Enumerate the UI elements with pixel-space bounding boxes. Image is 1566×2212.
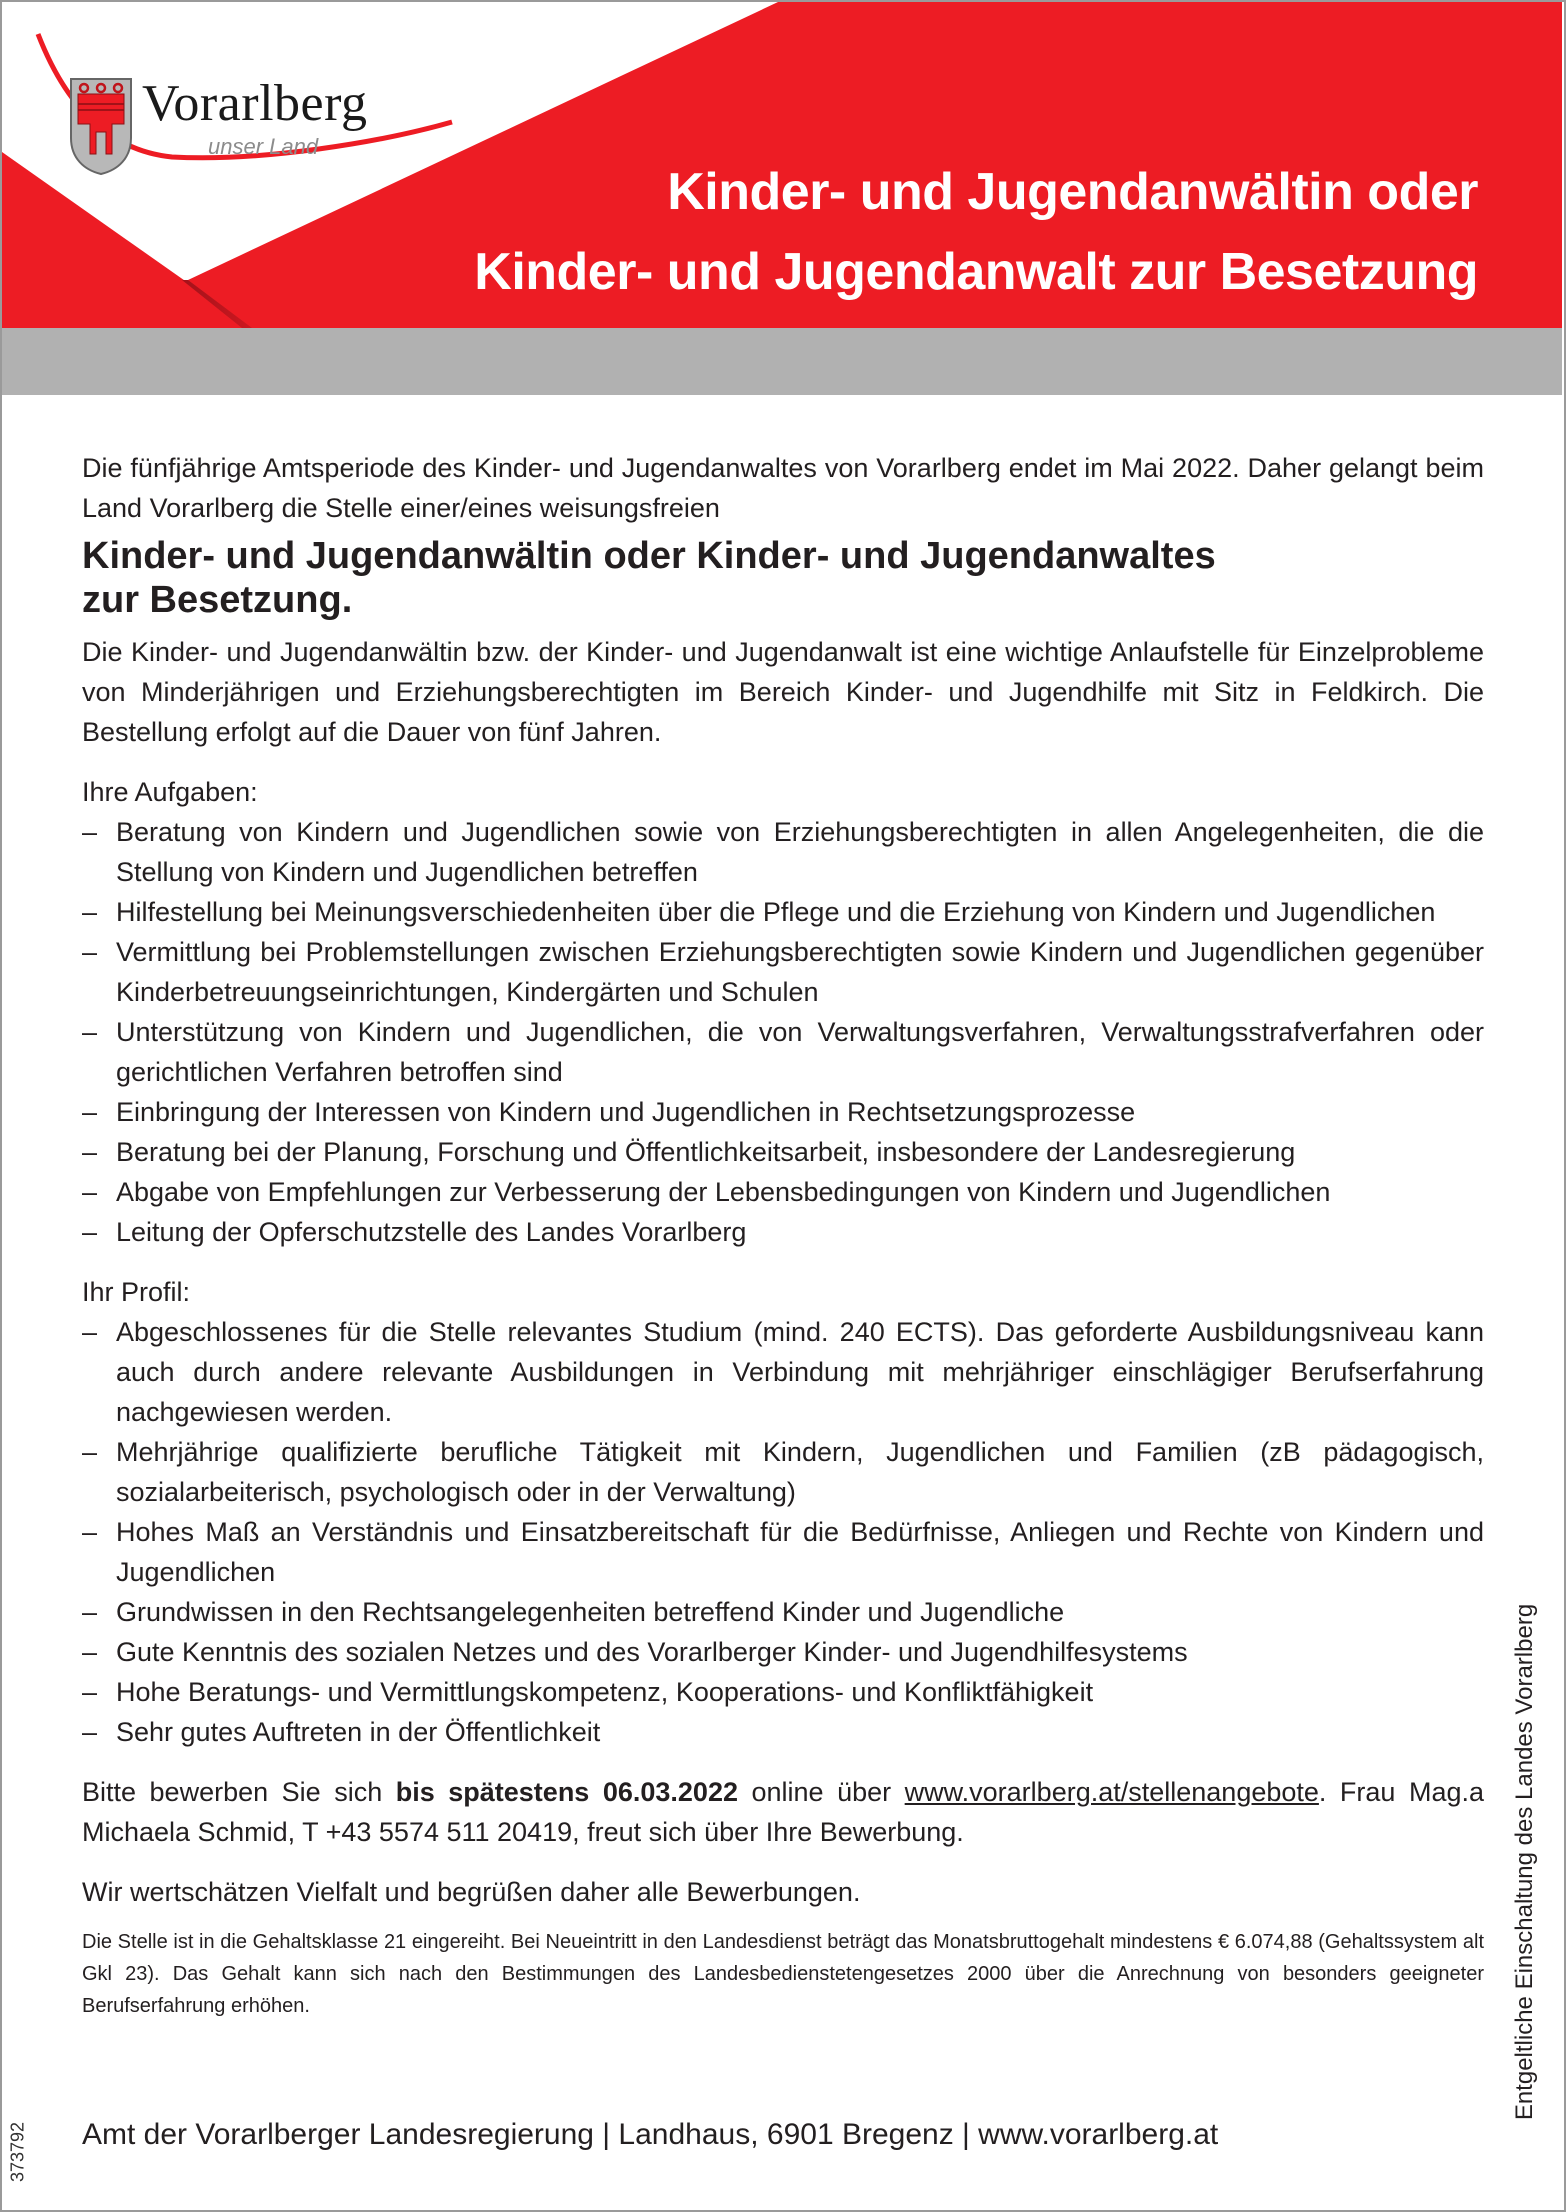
footer-address: Amt der Vorarlberger Landesregierung | Landhaus, 6901 Bregenz | www.vorarlberg.at bbox=[82, 2118, 1219, 2151]
list-item: – Beratung bei der Planung, Forschung und Öffentlichkeitsarbeit, insbesondere der Landesregierung bbox=[82, 1132, 1484, 1172]
header-banner bbox=[2, 2, 1562, 328]
apply-middle: online über bbox=[737, 1777, 905, 1807]
list-item: – Vermittlung bei Problemstellungen zwischen Erziehungsberechtigten sowie Kindern und Jugendlichen gegenüber Kinderbetreuungseinrichtungen, Kindergärten und Schulen bbox=[82, 932, 1484, 1012]
apply-prefix: Bitte bewerben Sie sich bbox=[82, 1777, 396, 1807]
list-item: – Unterstützung von Kindern und Jugendlichen, die von Verwaltungsverfahren, Verwaltungsstrafverfahren oder gerichtlichen Verfahren betroffen sind bbox=[82, 1012, 1484, 1092]
list-item: – Hilfestellung bei Meinungsverschiedenheiten über die Pflege und die Erziehung von Kindern und Jugendlichen bbox=[82, 892, 1484, 932]
list-item: – Leitung der Opferschutzstelle des Landes Vorarlberg bbox=[82, 1212, 1484, 1252]
profile-list bbox=[82, 1312, 1484, 1752]
list-item: – Hohes Maß an Verständnis und Einsatzbereitschaft für die Bedürfnisse, Anliegen und Rechte von Kindern und Jugendlichen bbox=[82, 1512, 1484, 1592]
list-item: – Sehr gutes Auftreten in der Öffentlichkeit bbox=[82, 1712, 1484, 1752]
logo-tagline: unser Land bbox=[208, 134, 319, 159]
headline-line-2: zur Besetzung. bbox=[82, 579, 353, 621]
list-item: – Einbringung der Interessen von Kindern und Jugendlichen in Rechtsetzungsprozesse bbox=[82, 1092, 1484, 1132]
list-item: – Beratung von Kindern und Jugendlichen sowie von Erziehungsberechtigten in allen Angelegenheiten, die die Stellung von Kindern und Jugendlichen betreffen bbox=[82, 812, 1484, 892]
application-paragraph bbox=[82, 1772, 1484, 1852]
paid-ad-notice: Entgeltliche Einschaltung des Landes Vorarlberg bbox=[1511, 1603, 1538, 2121]
ad-title bbox=[474, 152, 1478, 312]
list-item: – Grundwissen in den Rechtsangelegenheiten betreffend Kinder und Jugendliche bbox=[82, 1592, 1484, 1632]
ad-body bbox=[82, 448, 1484, 2022]
diversity-statement: Wir wertschätzen Vielfalt und begrüßen daher alle Bewerbungen. bbox=[82, 1877, 861, 1907]
job-offers-link[interactable]: www.vorarlberg.at/stellenangebote bbox=[904, 1777, 1319, 1807]
apply-contact: . Frau Mag.a Michaela Schmid, T +43 5574 511 20419, freut sich über Ihre Bewerbung. bbox=[82, 1777, 1485, 1847]
profile-heading: Ihr Profil: bbox=[82, 1277, 191, 1307]
list-item: – Abgabe von Empfehlungen zur Verbesserung der Lebensbedingungen von Kindern und Jugendlichen bbox=[82, 1172, 1484, 1212]
application-deadline: bis spätestens 06.03.2022 bbox=[395, 1777, 738, 1807]
intro-paragraph: Die fünfjährige Amtsperiode des Kinder- und Jugendanwaltes von Vorarlberg endet im Mai 2022. Daher gelangt beim Land Vorarlberg die Stelle einer/eines weisungsfreien bbox=[82, 453, 1484, 523]
ad-code: 373792 bbox=[7, 2121, 28, 2183]
salary-note: Die Stelle ist in die Gehaltsklasse 21 eingereiht. Bei Neueintritt in den Landesdienst beträgt das Monatsbruttogehalt mindestens € 6.074,88 (Gehaltssystem alt Gkl 23). Das Gehalt kann sich nach den Bestimmungen des Landesbedienstetengesetzes 2000 über die Anrechnung von besonders geeigneter Berufserfahrung erhöhen. bbox=[82, 1931, 1484, 2017]
coat-of-arms-icon bbox=[68, 76, 134, 176]
logo-wordmark: Vorarlberg bbox=[142, 75, 368, 132]
position-headline bbox=[82, 534, 1484, 622]
title-line-1: Kinder- und Jugendanwältin oder bbox=[667, 163, 1478, 221]
list-item: – Abgeschlossenes für die Stelle relevantes Studium (mind. 240 ECTS). Das geforderte Ausbildungsniveau kann auch durch andere relevante Ausbildungen in Verbindung mit mehrjähriger einschlägiger Berufserfahrung nachgewiesen werden. bbox=[82, 1312, 1484, 1432]
tasks-heading: Ihre Aufgaben: bbox=[82, 777, 258, 807]
list-item: – Mehrjährige qualifizierte berufliche Tätigkeit mit Kindern, Jugendlichen und Familien (zB pädagogisch, sozialarbeiterisch, psychologisch oder in der Verwaltung) bbox=[82, 1432, 1484, 1512]
description-paragraph: Die Kinder- und Jugendanwältin bzw. der Kinder- und Jugendanwalt ist eine wichtige Anlaufstelle für Einzelprobleme von Minderjährigen und Erziehungsberechtigten im Bereich Kinder- und Jugendhilfe mit Sitz in Feldkirch. Die Bestellung erfolgt auf die Dauer von fünf Jahren. bbox=[82, 637, 1484, 747]
title-line-2: Kinder- und Jugendanwalt zur Besetzung bbox=[474, 243, 1478, 301]
list-item: – Gute Kenntnis des sozialen Netzes und des Vorarlberger Kinder- und Jugendhilfesystems bbox=[82, 1632, 1484, 1672]
list-item: – Hohe Beratungs- und Vermittlungskompetenz, Kooperations- und Konfliktfähigkeit bbox=[82, 1672, 1484, 1712]
tasks-list bbox=[82, 812, 1484, 1252]
vorarlberg-logo bbox=[68, 72, 448, 172]
gray-band bbox=[2, 328, 1562, 395]
headline-line-1: Kinder- und Jugendanwältin oder Kinder- und Jugendanwaltes bbox=[82, 535, 1216, 577]
